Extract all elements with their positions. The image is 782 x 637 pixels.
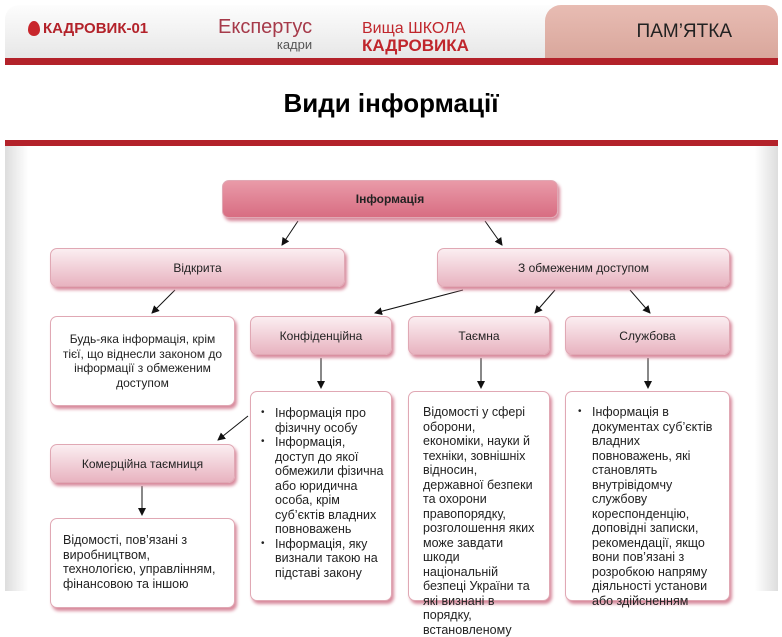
list-item: • Інформація, доступ до якої обмежили фізична або юридична особа, крім суб’єктів владних повноважень: [257, 435, 385, 537]
node-label: Службова: [619, 328, 676, 343]
node-secret: [408, 316, 550, 355]
logo-subtext: кадри: [276, 37, 313, 52]
node-official: [565, 316, 730, 355]
node-label: Конфіденційна: [279, 328, 363, 343]
node-secret-description: [408, 391, 550, 637]
arrow: [630, 290, 650, 313]
logo-text: Вища ШКОЛА: [362, 20, 466, 37]
arrow: [485, 221, 502, 245]
node-label: Таємна: [458, 328, 500, 343]
list-item: • Інформація про фізичну особу: [257, 406, 385, 435]
node-text: Відомості, пов’язані з виробництвом, технологією, управлінням, фінансовою та іншою: [63, 533, 216, 591]
tab-pamyatka[interactable]: ПАМ’ЯТКА: [545, 5, 778, 58]
list-item: • Інформація в документах суб’єктів владних повноважень, які становлять внутрівідомчу службову кореспонденцію, доповідні записки, рекомендації, якщо вони пов’язані з розробкою напряму діяльності установи або здійсненням: [574, 405, 721, 608]
node-confidential: [250, 316, 392, 355]
node-text: Відомості у сфері оборони, економіки, науки й техніки, зовнішніх відносин, державної безпеки та охорони правопорядку, розголошення яких може завдати шкоди національній безпеці України та які визнані в порядку, встановленому: [423, 405, 535, 637]
arrow: [375, 290, 463, 313]
node-information: [222, 180, 558, 218]
node-open: [50, 248, 345, 287]
node-open-description: [50, 316, 235, 406]
node-label: Відкрита: [173, 260, 222, 275]
arrow: [152, 290, 175, 313]
node-commercial-description: [50, 518, 235, 608]
node-official-description: [565, 391, 730, 608]
logo-text: КАДРОВИК-01: [43, 20, 149, 37]
page-title: Види інформації: [283, 88, 499, 118]
node-confidential-description: [250, 391, 392, 601]
arrow: [282, 221, 298, 245]
node-label: Комерційна таємниця: [81, 456, 204, 471]
node-restricted: [437, 248, 730, 287]
logo-text: Експертус: [218, 16, 313, 38]
node-text: Будь-яка інформація, крім тієї, що віднесли законом до інформації з обмеженим доступом: [62, 332, 223, 390]
node-commercial-secret: [50, 444, 235, 483]
arrow: [535, 290, 555, 313]
arrow: [218, 416, 248, 440]
node-label: З обмеженим доступом: [518, 260, 649, 275]
logo-subtext: КАДРОВИКА: [362, 36, 469, 55]
node-label: Інформація: [355, 192, 425, 206]
list-item: • Інформація, яку визнали такою на підставі закону: [257, 537, 385, 581]
